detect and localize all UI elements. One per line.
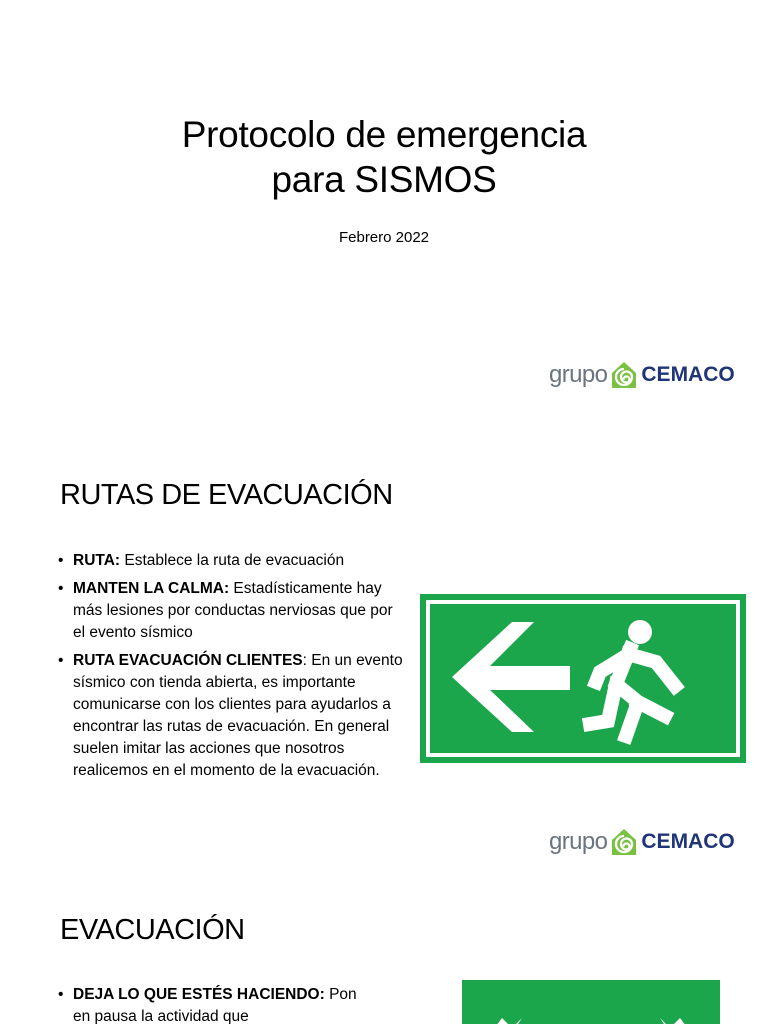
evacuation-routes-slide <box>0 432 768 872</box>
bullet-label: MANTEN LA CALMA: <box>73 580 230 597</box>
grupo-cemaco-logo <box>549 825 735 859</box>
logo-prefix: grupo <box>549 828 608 855</box>
date-subtitle: Febrero 2022 <box>338 229 430 246</box>
page-title <box>0 112 768 202</box>
bullet-text: Establece la ruta de evacuación <box>120 552 345 569</box>
logo-prefix: grupo <box>549 361 608 388</box>
title-slide <box>0 0 768 432</box>
title-line-1: Protocolo de emergencia <box>181 114 587 155</box>
bullet-text: Pon en pausa la actividad que <box>73 986 357 1024</box>
grupo-cemaco-logo <box>549 358 735 392</box>
bullet-text: Estadísticamente hay más lesiones por conductas nerviosas que por el evento sísmico <box>73 580 393 641</box>
bullet-text: : En un evento sísmico con tienda abierta, es importante comunicarse con los clientes para ayudarlos a encontrar las rutas de evacuación. En general suelen imitar las acciones que nosotros realicemos en el momento de la evacuación. <box>73 652 403 779</box>
bullet-list <box>58 984 378 1024</box>
list-item <box>58 650 404 782</box>
list-item <box>58 984 378 1024</box>
list-item <box>58 578 404 644</box>
bullet-label: DEJA LO QUE ESTÉS HACIENDO: <box>73 986 325 1003</box>
list-item <box>58 550 404 572</box>
exit-sign <box>420 594 746 763</box>
bullet-label: RUTA: <box>73 552 121 569</box>
title-line-2: para SISMOS <box>271 159 497 200</box>
evacuation-slide <box>0 872 768 1024</box>
bullet-list <box>58 550 404 788</box>
exit-sign <box>462 980 720 1024</box>
exit-route-left-icon <box>420 594 746 763</box>
house-spiral-icon <box>610 360 638 390</box>
bullet-label: RUTA EVACUACIÓN CLIENTES <box>73 652 303 669</box>
section-heading: EVACUACIÓN <box>60 914 245 946</box>
logo-brand: CEMACO <box>641 363 735 386</box>
logo-brand: CEMACO <box>641 830 735 853</box>
section-heading: RUTAS DE EVACUACIÓN <box>60 479 393 511</box>
house-spiral-icon <box>610 827 638 857</box>
exit-arrows-icon <box>462 980 720 1024</box>
